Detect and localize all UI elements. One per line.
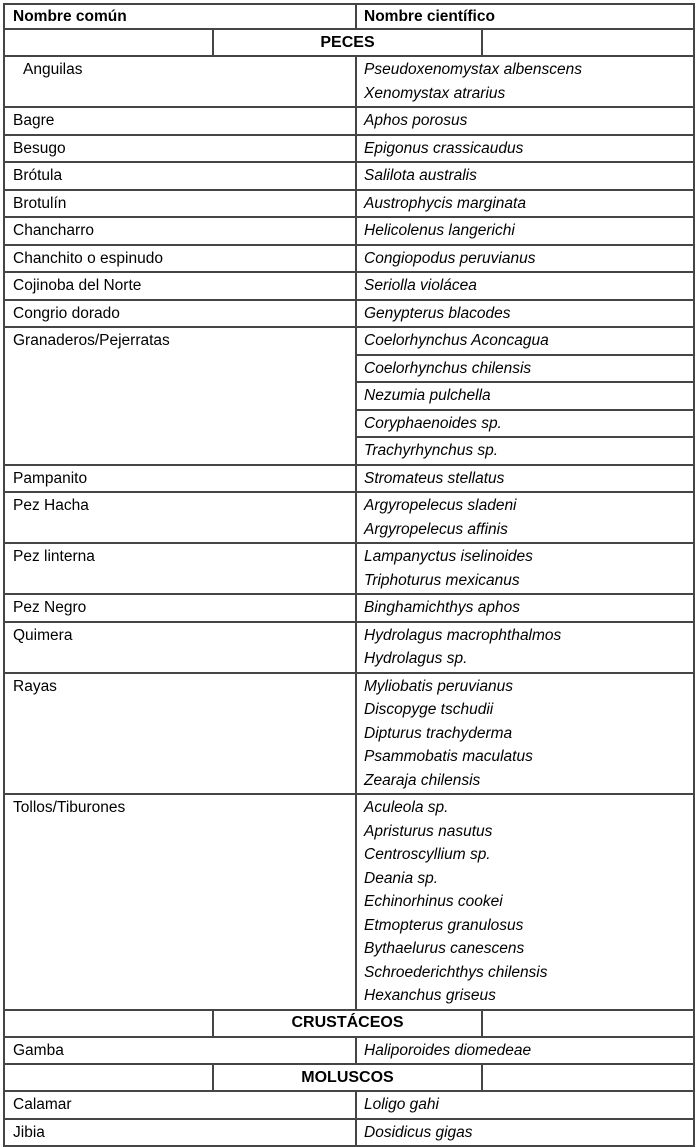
table-row [5,57,693,108]
common-name-cell: Besugo [13,139,66,157]
scientific-name: Psammobatis maculatus [364,748,533,765]
scientific-name: Argyropelecus sladeni [364,497,517,514]
common-name-cell: Gamba [13,1041,64,1059]
common-name-cell: Pez Hacha [13,497,89,514]
scientific-name-cell [355,301,693,327]
scientific-name: Zearaja chilensis [364,771,481,789]
scientific-name: Dipturus trachyderma [364,724,513,742]
species-table [3,3,695,1147]
table-row [5,246,693,274]
table-row [5,1038,693,1066]
table-row [5,328,693,466]
section-header-row [5,1065,693,1092]
scientific-name-cell [355,623,693,672]
scientific-name: Seriolla violácea [364,277,477,294]
scientific-name-cell [355,493,693,542]
common-name-cell: Rayas [13,677,57,695]
section-title: MOLUSCOS [212,1065,483,1090]
scientific-name-cell [355,595,693,621]
scientific-name: Schroederichthys chilensis [364,963,548,981]
scientific-name: Hexanchus griseus [364,987,496,1004]
common-name-cell: Brotulín [13,194,67,212]
scientific-name-cell [355,163,693,189]
scientific-name-cell [355,57,693,106]
scientific-name: Pseudoxenomystax albenscens [364,61,582,78]
scientific-name-cell [355,544,693,593]
section-header-row [5,1011,693,1038]
scientific-name: Trachyrhynchus sp. [364,442,499,459]
table-row [5,108,693,136]
table-row [5,1120,693,1146]
table-row [5,191,693,219]
scientific-name: Congiopodus peruvianus [364,249,536,267]
common-name-cell: Chancharro [13,222,94,239]
scientific-name-cell [355,466,693,492]
scientific-name-cell [355,191,693,217]
scientific-name-cell [355,218,693,244]
scientific-name-cell [355,1092,693,1118]
section-title: PECES [212,30,483,55]
common-name-cell: Cojinoba del Norte [13,277,142,294]
scientific-name: Deania sp. [364,869,439,887]
table-row [5,795,693,1011]
table-header-row [5,5,693,30]
scientific-name-cell [355,1120,693,1146]
scientific-name: Loligo gahi [364,1096,439,1113]
common-name-cell: Calamar [13,1096,72,1113]
scientific-name-cell [355,1038,693,1064]
scientific-name: Genypterus blacodes [364,304,511,322]
scientific-name: Nezumia pulchella [357,383,693,411]
common-name-cell: Pez linterna [13,548,95,565]
scientific-name: Aphos porosus [364,112,468,129]
table-row [5,301,693,329]
scientific-name-cell [355,674,693,794]
table-row [5,136,693,164]
scientific-name-cell [355,273,693,299]
scientific-name: Coelorhynchus chilensis [357,356,693,384]
scientific-name: Lampanyctus iselinoides [364,548,533,565]
column-header-common: Nombre común [13,8,127,25]
common-name-cell: Anguilas [23,61,83,78]
table-row [5,544,693,595]
scientific-name-cell [355,136,693,162]
common-name-cell: Quimera [13,626,73,644]
scientific-name: Apristurus nasutus [364,822,493,840]
table-row [5,674,693,796]
scientific-name: Bythaelurus canescens [364,940,525,957]
scientific-name-cell [355,108,693,134]
scientific-name: Myliobatis peruvianus [364,677,514,695]
scientific-name: Xenomystax atrarius [364,84,506,102]
scientific-name-cell [355,795,693,1009]
common-name-cell: Tollos/Tiburones [13,799,126,816]
scientific-name: Dosidicus gigas [364,1123,473,1141]
table-row [5,273,693,301]
scientific-name: Coelorhynchus Aconcagua [357,328,693,356]
scientific-name: Etmopterus granulosus [364,916,524,934]
scientific-name: Aculeola sp. [364,799,449,816]
scientific-name: Triphoturus mexicanus [364,571,520,589]
common-name-cell: Chanchito o espinudo [13,249,163,267]
scientific-name: Discopyge tschudii [364,701,494,718]
scientific-name: Haliporoides diomedeae [364,1041,532,1059]
table-row [5,163,693,191]
scientific-name: Epigonus crassicaudus [364,139,524,157]
table-row [5,493,693,544]
scientific-name: Argyropelecus affinis [364,520,508,538]
table-row [5,595,693,623]
scientific-name: Helicolenus langerichi [364,222,515,239]
scientific-name: Hydrolagus macrophthalmos [364,626,562,644]
common-name-cell: Pampanito [13,469,88,487]
scientific-name: Echinorhinus cookei [364,893,503,910]
section-title: CRUSTÁCEOS [212,1011,483,1036]
table-row [5,1092,693,1120]
table-row [5,466,693,494]
scientific-name: Coryphaenoides sp. [357,411,693,439]
section-header-row [5,30,693,57]
scientific-name-cell [355,328,693,464]
common-name-cell: Congrio dorado [13,304,120,322]
common-name-cell: Granaderos/Pejerratas [13,332,170,349]
common-name-cell: Brótula [13,167,63,184]
scientific-name: Stromateus stellatus [364,469,505,487]
scientific-name-cell [355,246,693,272]
scientific-name: Austrophycis marginata [364,194,526,212]
common-name-cell: Bagre [13,112,55,129]
column-header-scientific: Nombre científico [355,5,693,28]
table-body [5,30,693,1145]
common-name-cell: Pez Negro [13,599,87,616]
scientific-name: Salilota australis [364,167,477,184]
scientific-name: Centroscyllium sp. [364,846,491,863]
table-row [5,623,693,674]
scientific-name: Hydrolagus sp. [364,650,468,667]
scientific-name: Binghamichthys aphos [364,599,520,616]
table-row [5,218,693,246]
common-name-cell: Jibia [13,1123,45,1141]
